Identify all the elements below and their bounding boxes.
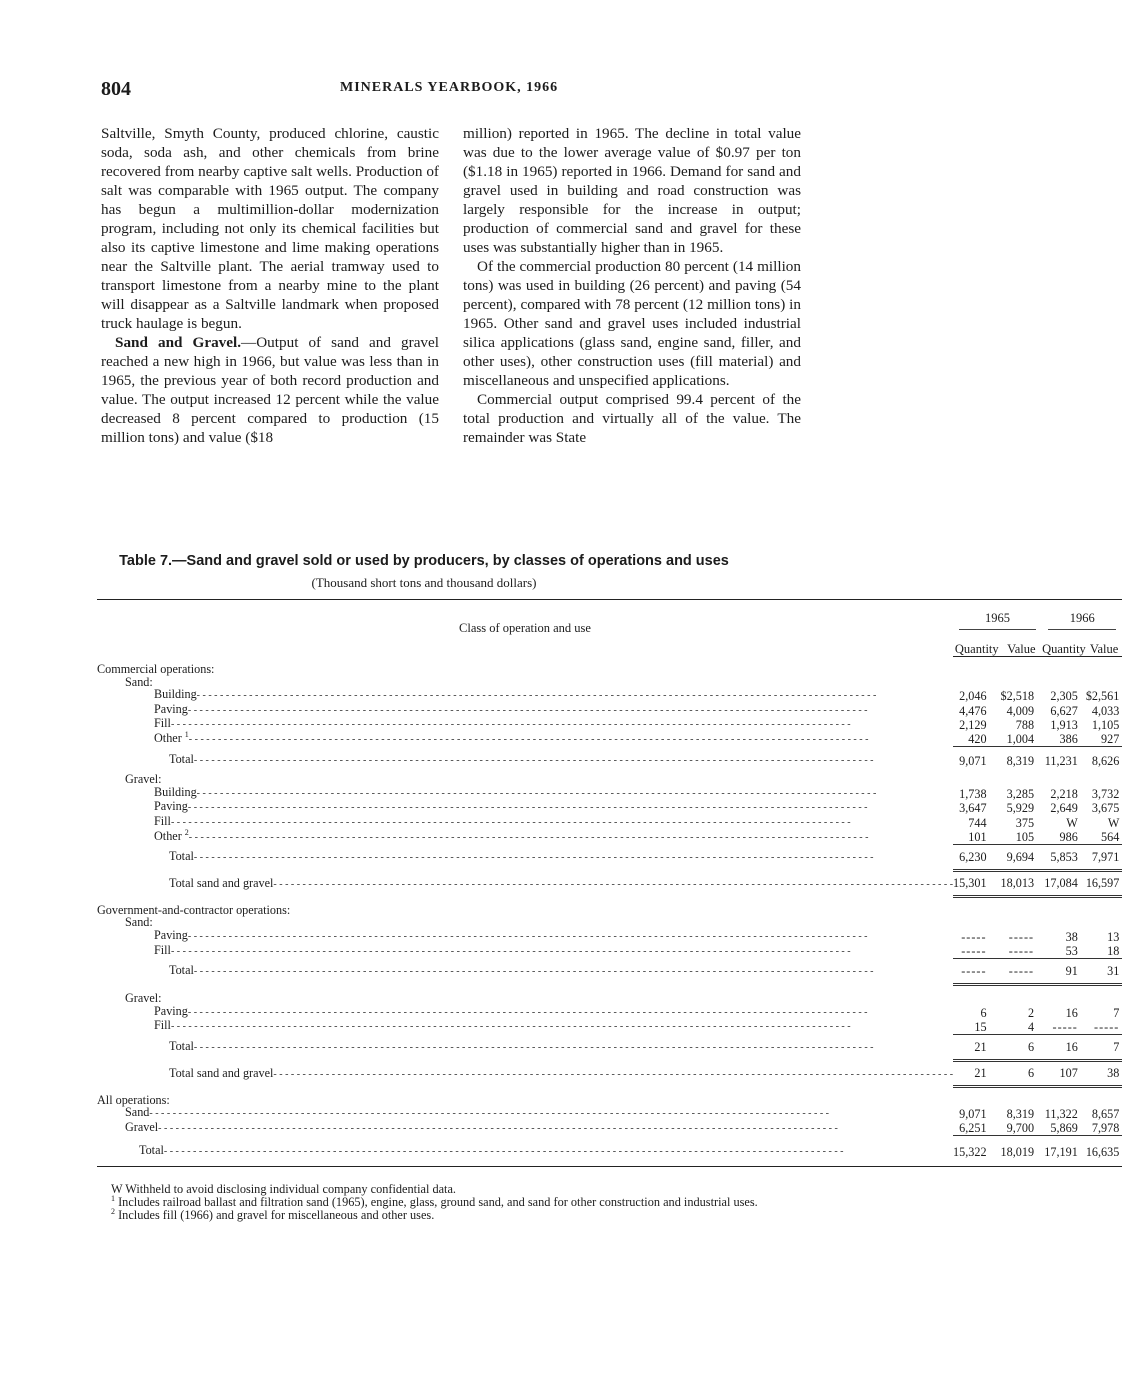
table-row: Fill - - - 2,129 788 1,913 1,105 (97, 717, 1122, 732)
table-row: Other $^1$ - - - 420 1,004 386 927 (97, 732, 1122, 747)
table-row: Fill - - - ----- ----- 53 18 (97, 944, 1122, 959)
table-row: Fill - - - 744 375 W W (97, 815, 1122, 830)
table-row: Building - - - 2,046 $2,518 2,305 $2,561 (97, 688, 1122, 703)
table-row: Fill - - - 15 4 ----- ----- (97, 1019, 1122, 1034)
column-header-1965: 1965 (953, 600, 1042, 631)
total-row: Total - - - 21 6 16 7 (97, 1034, 1122, 1061)
paragraph: Commercial output comprised 99.4 percent of the total production and virtually all of the value. The remainder was State (463, 391, 801, 446)
footnote-2: $^2$ Includes fill (1966) and gravel for miscellaneous and other uses. (111, 1206, 435, 1222)
right-column (463, 124, 801, 447)
column-header-quantity: Quantity (1042, 630, 1086, 657)
section-heading: Sand and Gravel. (115, 334, 242, 351)
table-row: Paving - - - 3,647 5,929 2,649 3,675 (97, 800, 1122, 815)
table-row: Paving - - - 6 2 16 7 (97, 1005, 1122, 1020)
paragraph (101, 333, 439, 447)
column-header-class: Class of operation and use (97, 600, 953, 657)
footnote-1: $^1$ Includes railroad ballast and filtration sand (1965), engine, glass, ground sand, and sand for other construction and industrial uses. (111, 1193, 758, 1209)
running-title: MINERALS YEARBOOK, 1966 (340, 80, 559, 95)
paragraph: million) reported in 1965. The decline in total value was due to the lower average value of $0.97 per ton ($1.18 in 1965) reported in 1966. Demand for sand and gravel used in building and road construction was largely responsible for the increase in output; production of commercial sand and gravel for these uses was substantially higher than in 1965. (463, 125, 801, 256)
group-label: Gravel: (125, 772, 162, 787)
group-label: Sand: (125, 915, 153, 930)
table-row: Other $^2$ - - - 101 105 986 564 (97, 830, 1122, 845)
paragraph: Of the commercial production 80 percent (14 million tons) was used in building (26 percent) and paving (54 percent), compared with 78 percent (12 million tons) in 1965. Other sand and gravel uses included industrial silica applications (glass sand, engine sand, filler, and other uses), other construction uses (fill material) and miscellaneous and unspecified applications. (463, 258, 801, 389)
total-row: Total - - - 9,071 8,319 11,231 8,626 (97, 747, 1122, 774)
total-row: Total - - - ----- ----- 91 31 (97, 958, 1122, 985)
column-header-value: Value (1001, 630, 1043, 657)
table-row: Building - - - 1,738 3,285 2,218 3,732 (97, 786, 1122, 801)
footnote-w: W Withheld to avoid disclosing individual company confidential data. (111, 1182, 457, 1196)
table-subtitle: (Thousand short tons and thousand dollars) (311, 575, 537, 590)
section-label: Commercial operations: (97, 662, 215, 676)
page-number: 804 (101, 78, 131, 100)
paragraph: Saltville, Smyth County, produced chlorine, caustic soda, soda ash, and other chemicals from brine recovered from nearby captive salt wells. Production of salt was comparable with 1965 output. The company has begun a multimillion-dollar modernization program, including not only its chemical facilities but also its captive limestone and lime making operations near the Saltville plant. The aerial tramway used to transport limestone from a nearby mine to the plant will disappear as a Saltville landmark when proposed truck haulage is begun. (101, 125, 439, 332)
data-table (97, 599, 1120, 1167)
table-title: Table 7.—Sand and gravel sold or used by producers, by classes of operations and uses (119, 553, 729, 569)
table-row: Paving - - - 4,476 4,009 6,627 4,033 (97, 703, 1122, 718)
group-label: Gravel: (125, 991, 162, 1006)
grand-total-row: Total sand and gravel - - - 15,301 18,013 17,084 16,597 (97, 871, 1122, 897)
column-header-quantity: Quantity (953, 630, 1001, 657)
final-total-row: Total - - - 15,322 18,019 17,191 16,635 (97, 1136, 1122, 1167)
section-label: All operations: (97, 1092, 170, 1107)
table-row: Paving - - - ----- ----- 38 13 (97, 929, 1122, 944)
grand-total-row: Total sand and gravel - - - 21 6 107 38 (97, 1061, 1122, 1087)
left-column (101, 124, 439, 447)
total-row: Total - - - 6,230 9,694 5,853 7,971 (97, 844, 1122, 871)
section-label: Government-and-contractor operations: (97, 902, 291, 917)
paragraph-body: —Output of sand and gravel reached a new high in 1966, but value was less than in 1965, the previous year of both record production and value. The output increased 12 percent while the value decreased 8 percent compared to production (15 million tons) and value ($18 (101, 334, 439, 446)
footnotes (97, 1183, 798, 1222)
group-label: Sand: (125, 674, 153, 689)
table-row: Gravel - - - 6,251 9,700 5,869 7,978 (97, 1121, 1122, 1136)
column-header-1966: 1966 (1042, 600, 1122, 631)
table-row: Sand - - - 9,071 8,319 11,322 8,657 (97, 1106, 1122, 1121)
column-header-value: Value (1086, 630, 1122, 657)
